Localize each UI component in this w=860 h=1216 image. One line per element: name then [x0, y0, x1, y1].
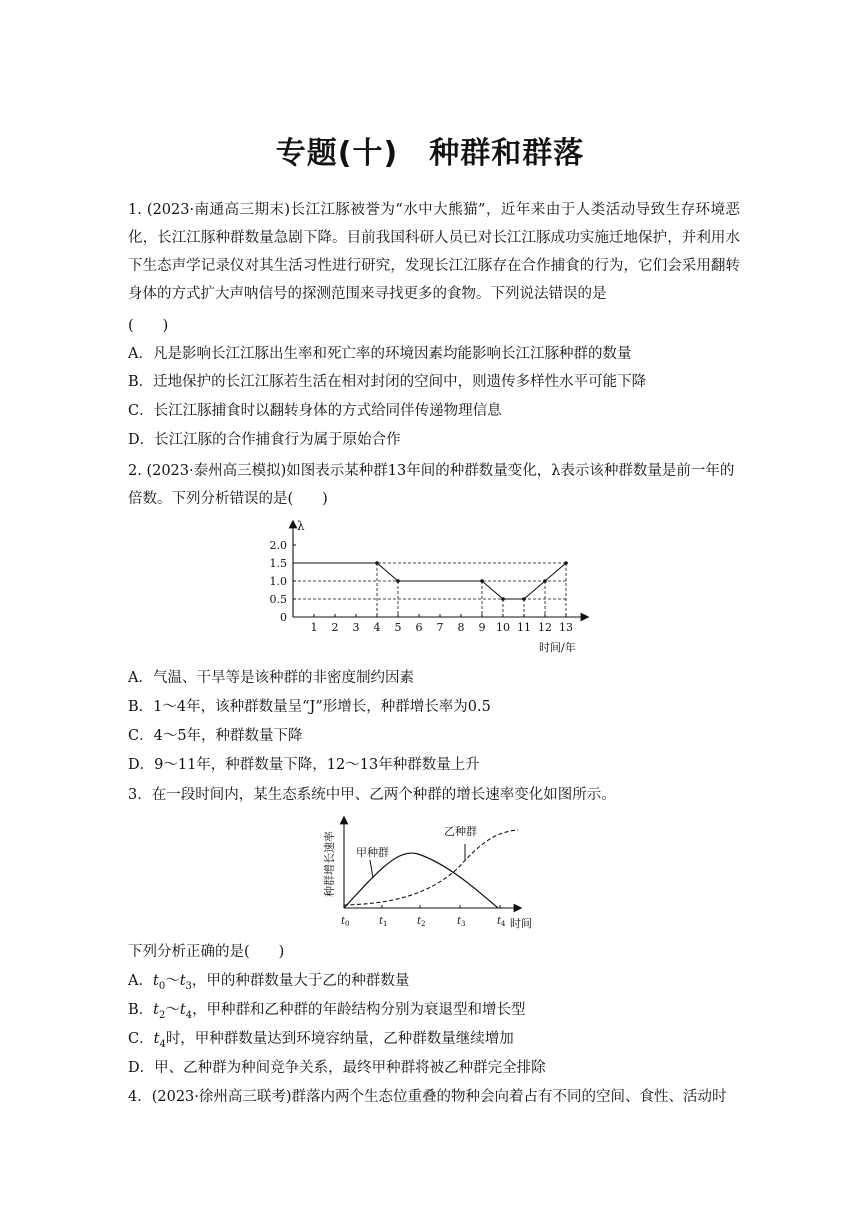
question-2-option-c: C．4～5年，种群数量下降 — [128, 728, 303, 744]
y-axis-label: 种群增长速率 — [323, 831, 336, 897]
question-3-option-a: A．$t_0\sim t_3$，甲的种群数量大于乙的种群数量 — [128, 973, 410, 992]
x-tick-label: 7 — [436, 621, 444, 634]
page-title: 专题(十) 种群和群落 — [275, 136, 585, 171]
x-tick-label: 12 — [538, 621, 552, 634]
x-axis-label: 时间/年 — [539, 641, 576, 654]
guide-lines — [293, 563, 566, 617]
question-1-option-b: B．迁地保护的长江江豚若生活在相对封闭的空间中，则遗传多样性水平可能下降 — [128, 374, 647, 390]
time-tick-label: $t_4$ — [497, 916, 506, 928]
data-point — [480, 579, 484, 583]
y-tick-label: 2.0 — [269, 539, 287, 552]
question-1-text: 1. (2023·南通高三期末)长江江豚被誉为“水中大熊猫”，近年来由于人类活动导致生存环境恶化，长江江豚种群数量急剧下降。目前我国科研人员已对长江江豚成功实施迁地保护，并利用水下生态声学记录仪对其生活习性进行研究，发现长江江豚存在合作捕食的行为，它们会采用翻转身体的方式扩大声呐信号的探测范围来寻找更多的食物。下列说法错误的是 — [128, 202, 740, 302]
question-2-option-b: B．1～4年，该种群数量呈“J”形增长，种群增长率为0.5 — [128, 699, 491, 715]
y-tick-label: 0 — [280, 611, 287, 624]
series-b-label: 乙种群 — [444, 825, 477, 838]
time-tick-label: $t_1$ — [379, 916, 388, 928]
x-tick-label: 3 — [352, 621, 360, 634]
question-3-option-c: C．$t_4$时，甲种群数量达到环境容纳量，乙种群数量继续增加 — [128, 1031, 514, 1050]
data-point — [564, 561, 568, 565]
data-point — [396, 579, 400, 583]
question-3-option-b: B．$t_2\sim t_4$，甲种群和乙种群的年龄结构分别为衰退型和增长型 — [128, 1002, 526, 1021]
time-tick-label: $t_0$ — [341, 916, 350, 928]
time-tick-label: $t_2$ — [417, 916, 426, 928]
question-2-option-a: A．气温、干旱等是该种群的非密度制约因素 — [128, 670, 414, 686]
x-tick-label: 8 — [457, 621, 465, 634]
question-1-option-d: D．长江江豚的合作捕食行为属于原始合作 — [128, 432, 401, 448]
question-3-after-text: 下列分析正确的是( ) — [128, 944, 285, 960]
y-tick-label: 1.5 — [269, 557, 287, 570]
data-point — [543, 579, 547, 583]
question-1-stem — [128, 196, 740, 308]
x-tick-label: 4 — [373, 621, 381, 634]
data-point — [501, 597, 505, 601]
x-tick-label: 2 — [331, 621, 339, 634]
series-a-curve — [344, 853, 498, 908]
x-tick-label: 11 — [517, 621, 531, 634]
question-2-stem: 2. (2023·泰州高三模拟)如图表示某种群13年间的种群数量变化，λ表示该种群数量是前一年的倍数。下列分析错误的是( ) — [128, 463, 735, 507]
x-tick-label: 5 — [394, 621, 402, 634]
series-a-label: 甲种群 — [356, 846, 389, 859]
question-2-option-d: D．9～11年，种群数量下降，12～13年种群数量上升 — [128, 757, 480, 773]
question-1-option-a: A．凡是影响长江江豚出生率和死亡率的环境因素均能影响长江江豚种群的数量 — [128, 346, 632, 362]
y-tick-label: 0.5 — [269, 593, 287, 606]
question-3-stem: 3．在一段时间内，某生态系统中甲、乙两个种群的增长速率变化如图所示。 — [128, 787, 616, 803]
x-tick-label: 9 — [478, 621, 486, 634]
growth-rate-chart — [318, 816, 550, 936]
question-1-option-c: C．长江江豚捕食时以翻转身体的方式给同伴传递物理信息 — [128, 403, 502, 419]
series-b-curve — [344, 830, 518, 905]
x-tick-label: 6 — [415, 621, 423, 634]
data-point — [522, 597, 526, 601]
lambda-chart — [255, 518, 600, 658]
x-axis-label: 时间 — [510, 917, 532, 930]
question-4-stem: 4．(2023·徐州高三联考)群落内两个生态位重叠的物种会向着占有不同的空间、食性、活动时 — [128, 1089, 727, 1105]
y-ticks — [270, 539, 297, 624]
x-tick-label: 13 — [559, 621, 573, 634]
question-3-option-d: D．甲、乙种群为种间竞争关系，最终甲种群将被乙种群完全排除 — [128, 1060, 546, 1076]
y-tick-label: 1.0 — [269, 575, 287, 588]
series-a-pointer — [370, 860, 373, 878]
question-1-paren: ( ) — [128, 318, 169, 334]
x-tick-label: 1 — [310, 621, 318, 634]
time-tick-label: $t_3$ — [457, 916, 466, 928]
data-point — [375, 561, 379, 565]
y-axis-label: λ — [297, 519, 305, 533]
x-tick-label: 10 — [496, 621, 510, 634]
